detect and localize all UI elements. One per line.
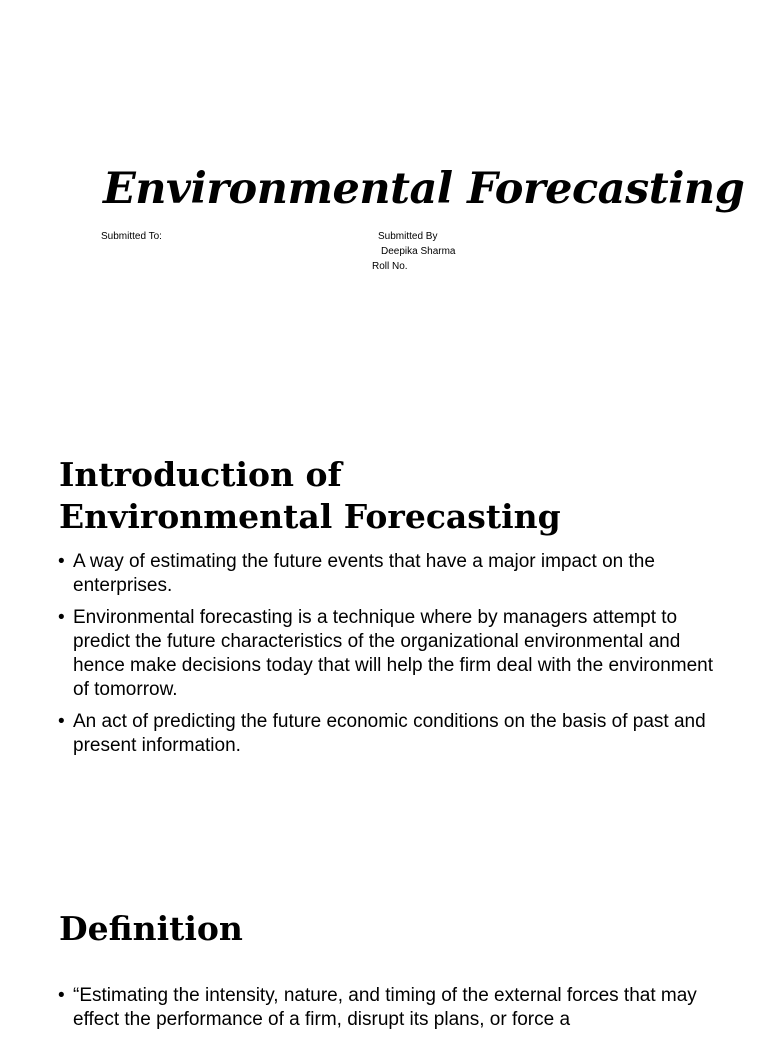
bullet-item: • “Estimating the intensity, nature, and timing of the external forces that may effect the performance of a firm, disrupt its plans, or force a	[58, 984, 718, 1032]
introduction-bullet-list	[58, 550, 718, 766]
introduction-heading: Introduction of Environmental Forecasting	[59, 455, 561, 536]
slide-definition	[0, 864, 768, 1030]
submitted-to-label: Submitted To:	[101, 231, 162, 242]
submitted-by-label: Submitted By	[378, 231, 438, 242]
slide-introduction	[0, 432, 768, 864]
presentation-title: Environmental Forecasting	[103, 164, 745, 214]
author-name: Deepika Sharma	[381, 246, 456, 257]
roll-number-label: Roll No.	[372, 261, 408, 272]
bullet-item: • Environmental forecasting is a technique where by managers attempt to predict the future characteristics of the organizational environmental and hence make decisions today that will help the firm deal with the environment of tomorrow.	[58, 606, 718, 702]
bullet-item: • A way of estimating the future events that have a major impact on the enterprises.	[58, 550, 718, 598]
definition-bullet-list	[58, 984, 718, 1040]
definition-heading: Definition	[59, 909, 243, 948]
bullet-item: • An act of predicting the future economic conditions on the basis of past and present information.	[58, 710, 718, 758]
slide-title	[0, 0, 768, 432]
